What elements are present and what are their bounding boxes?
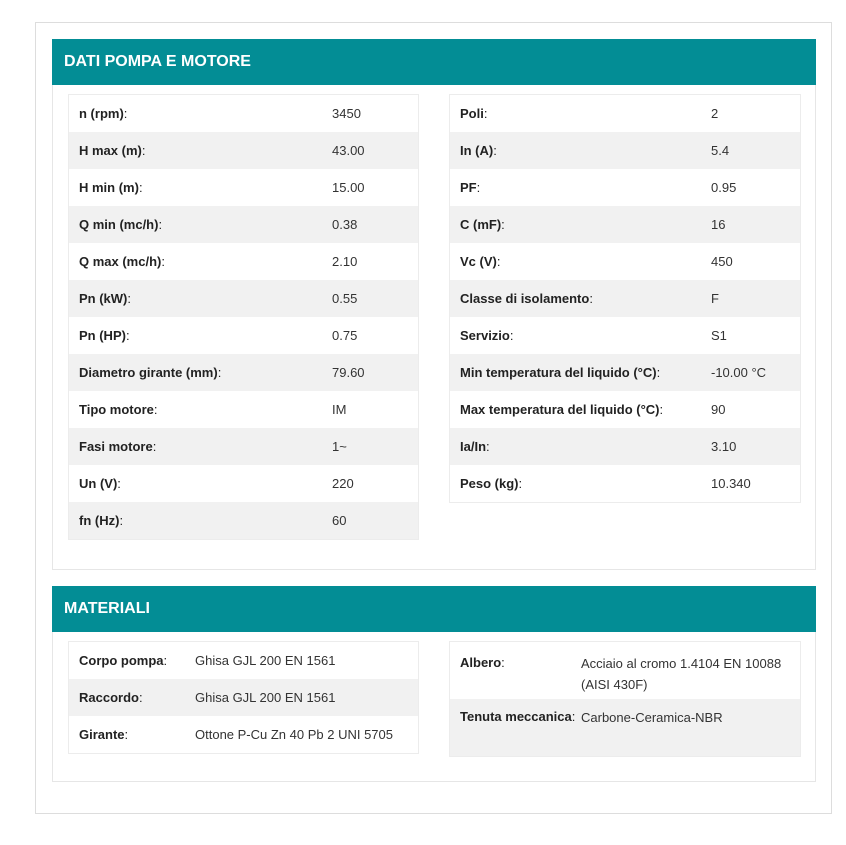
- spec-value: 3450: [332, 106, 361, 121]
- table-row: Q max (mc/h): 2.10: [79, 254, 358, 269]
- spec-value: 16: [711, 217, 726, 232]
- material-label: Corpo pompa: [79, 653, 164, 668]
- table-row: H min (m): 15.00: [79, 180, 365, 195]
- material-value: Ottone P-Cu Zn 40 Pb 2 UNI 5705: [195, 727, 393, 742]
- spec-value: F: [711, 291, 719, 306]
- spec-label: Poli: [460, 106, 484, 121]
- spec-label: In (A): [460, 143, 494, 158]
- table-row: Peso (kg): 10.340: [460, 476, 751, 491]
- spec-value: 2: [711, 106, 719, 121]
- spec-label: Tipo motore: [79, 402, 154, 417]
- spec-label: Q min (mc/h): [79, 217, 159, 232]
- table-row: Tipo motore: IM: [79, 402, 347, 417]
- table-row: Vc (V): 450: [460, 254, 733, 269]
- spec-value: 2.10: [332, 254, 358, 269]
- material-value: Ghisa GJL 200 EN 1561: [195, 690, 336, 705]
- table-row: Pn (kW): 0.55: [69, 280, 418, 317]
- materials-body: [52, 632, 816, 782]
- spec-value: 0.75: [332, 328, 358, 343]
- table-row: Poli: 2: [460, 106, 719, 121]
- material-value: Ghisa GJL 200 EN 1561: [195, 653, 336, 668]
- table-row: Raccordo: Ghisa GJL 200 EN 1561: [69, 679, 418, 716]
- materials-section: [52, 586, 816, 782]
- materials-table-right: [449, 641, 801, 757]
- table-row: n (rpm): 3450: [79, 106, 361, 121]
- spec-value: 450: [711, 254, 733, 269]
- spec-value: 5.4: [711, 143, 730, 158]
- pump-motor-section: [52, 39, 816, 570]
- spec-value: 60: [332, 513, 347, 528]
- table-row: Tenuta meccanica: Carbone-Ceramica-NBR: [450, 699, 800, 756]
- spec-label: C (mF): [460, 217, 502, 232]
- pump-table-right: [449, 94, 801, 503]
- spec-label: Pn (HP): [79, 328, 126, 343]
- material-value: Carbone-Ceramica-NBR: [581, 710, 723, 725]
- table-row: Q min (mc/h): 0.38: [69, 206, 418, 243]
- table-row: Albero: Acciaio al cromo 1.4104 EN 10088 (AISI 430F): [450, 642, 800, 699]
- table-row: In (A): 5.4: [450, 132, 800, 169]
- spec-label: Peso (kg): [460, 476, 519, 491]
- spec-label: H max (m): [79, 143, 142, 158]
- spec-label: Max temperatura del liquido (°C): [460, 402, 660, 417]
- spec-label: Fasi motore: [79, 439, 153, 454]
- pump-table-left: [68, 94, 419, 540]
- spec-value: 3.10: [711, 439, 737, 454]
- table-row: Servizio: S1: [460, 328, 727, 343]
- spec-label: Diametro girante (mm): [79, 365, 218, 380]
- table-row: Corpo pompa: Ghisa GJL 200 EN 1561: [69, 642, 418, 679]
- table-row: Max temperatura del liquido (°C): 90: [460, 402, 726, 417]
- spec-value: 1~: [332, 439, 347, 454]
- table-row: Ia/In: 3.10: [450, 428, 800, 465]
- spec-value: 220: [332, 476, 354, 491]
- materials-table-left: [68, 641, 419, 754]
- content-panel: [35, 22, 832, 814]
- material-label: Girante: [79, 727, 125, 742]
- table-row: H max (m): 43.00: [69, 132, 418, 169]
- material-label: Raccordo: [79, 690, 139, 705]
- table-row: PF: 0.95: [460, 180, 737, 195]
- spec-value: -10.00 °C: [711, 365, 767, 380]
- spec-label: Un (V): [79, 476, 118, 491]
- spec-label: Pn (kW): [79, 291, 128, 306]
- table-row: Fasi motore: 1~: [69, 428, 418, 465]
- spec-value: 15.00: [332, 180, 365, 195]
- material-label: Tenuta meccanica: [460, 709, 572, 724]
- section-title-pump-motor: DATI POMPA E MOTORE: [52, 39, 816, 85]
- spec-label: H min (m): [79, 180, 139, 195]
- spec-value: 10.340: [711, 476, 751, 491]
- spec-label: fn (Hz): [79, 513, 120, 528]
- spec-label: Min temperatura del liquido (°C): [460, 365, 657, 380]
- spec-label: Vc (V): [460, 254, 497, 269]
- table-row: Min temperatura del liquido (°C): -10.00 °C: [450, 354, 800, 391]
- spec-label: Servizio: [460, 328, 510, 343]
- table-row: Pn (HP): 0.75: [79, 328, 358, 343]
- table-row: Classe di isolamento: F: [450, 280, 800, 317]
- spec-value: 90: [711, 402, 726, 417]
- spec-value: 0.38: [332, 217, 358, 232]
- spec-value: 43.00: [332, 143, 365, 158]
- spec-value: 79.60: [332, 365, 365, 380]
- table-row: C (mF): 16: [450, 206, 800, 243]
- table-row: fn (Hz): 60: [69, 502, 418, 539]
- spec-label: Q max (mc/h): [79, 254, 162, 269]
- section-title-materials: MATERIALI: [52, 586, 816, 632]
- table-row: Diametro girante (mm): 79.60: [69, 354, 418, 391]
- material-label: Albero: [460, 655, 502, 670]
- spec-value: S1: [711, 328, 727, 343]
- spec-label: Classe di isolamento: [460, 291, 590, 306]
- spec-value: 0.95: [711, 180, 737, 195]
- spec-value: IM: [332, 402, 347, 417]
- spec-value: 0.55: [332, 291, 358, 306]
- spec-label: PF: [460, 180, 477, 195]
- pump-motor-body: [52, 85, 816, 570]
- spec-label: n (rpm): [79, 106, 124, 121]
- material-value: Acciaio al cromo 1.4104 EN 10088 (AISI 430F): [581, 656, 782, 692]
- table-row: Un (V): 220: [79, 476, 354, 491]
- spec-label: Ia/In: [460, 439, 487, 454]
- table-row: Girante: Ottone P-Cu Zn 40 Pb 2 UNI 5705: [69, 716, 418, 753]
